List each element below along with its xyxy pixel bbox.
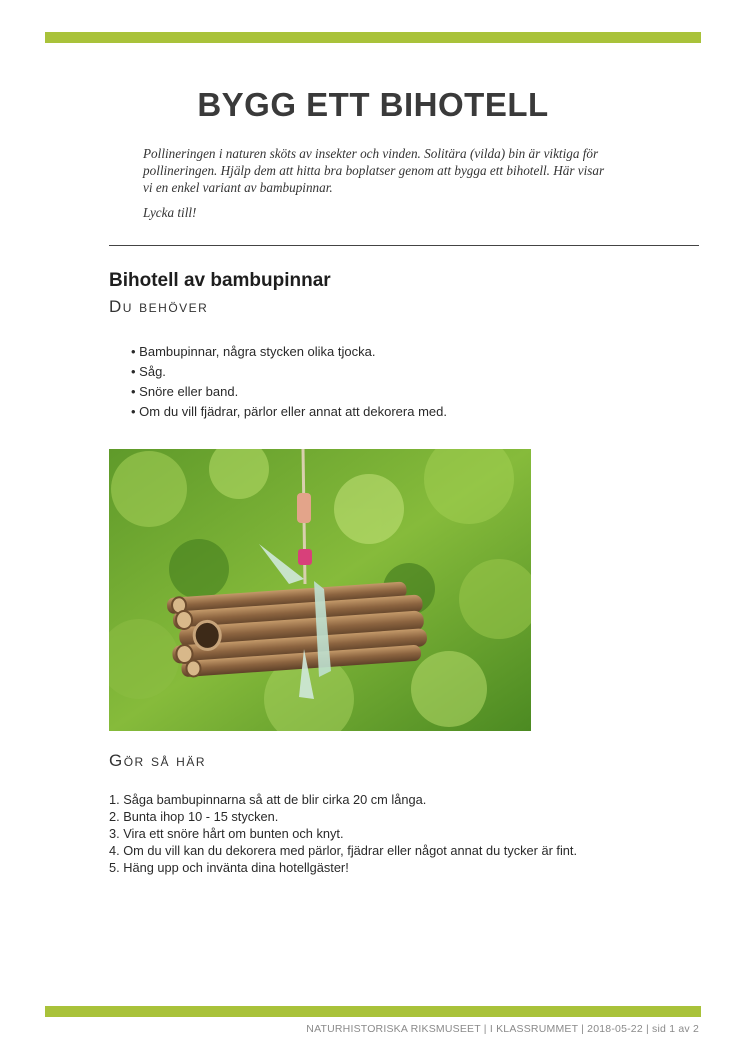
intro-paragraph: Pollineringen i naturen sköts av insekter och vinden. Solitära (vilda) bin är viktiga för pollineringen. Hjälp dem att hitta bra boplatser genom att bygga ett bihotell. Här visar vi en enkel variant av bambupinnar.	[143, 146, 605, 195]
steps-list	[109, 791, 577, 876]
list-item: • Bambupinnar, några stycken olika tjocka.	[131, 342, 447, 362]
needs-list	[131, 342, 447, 422]
bottom-accent-bar	[45, 1006, 701, 1017]
bee-hotel-photo	[109, 449, 531, 731]
top-accent-bar	[45, 32, 701, 43]
section-title: Bihotell av bambupinnar	[109, 270, 331, 291]
page-title: BYGG ETT BIHOTELL	[197, 86, 549, 123]
page-footer: NATURHISTORISKA RIKSMUSEET | I KLASSRUMMET | 2018-05-22 | sid 1 av 2	[306, 1023, 699, 1035]
list-item: 2. Bunta ihop 10 - 15 stycken.	[109, 809, 279, 824]
list-item: • Om du vill fjädrar, pärlor eller annat att dekorera med.	[131, 402, 447, 422]
list-item: 1. Såga bambupinnarna så att de blir cirka 20 cm långa.	[109, 792, 427, 807]
list-item: 5. Häng upp och invänta dina hotellgäster!	[109, 860, 349, 875]
list-item: 4. Om du vill kan du dekorera med pärlor, fjädrar eller något annat du tycker är fint.	[109, 843, 578, 858]
list-item: • Snöre eller band.	[131, 382, 447, 402]
divider	[109, 245, 699, 246]
steps-heading: Gör så här	[109, 751, 207, 770]
list-item: 3. Vira ett snöre hårt om bunten och knyt.	[109, 826, 344, 841]
needs-heading: Du behöver	[109, 297, 209, 316]
intro-text	[143, 145, 613, 229]
intro-closing: Lycka till!	[143, 205, 197, 220]
list-item: • Såg.	[131, 362, 447, 382]
